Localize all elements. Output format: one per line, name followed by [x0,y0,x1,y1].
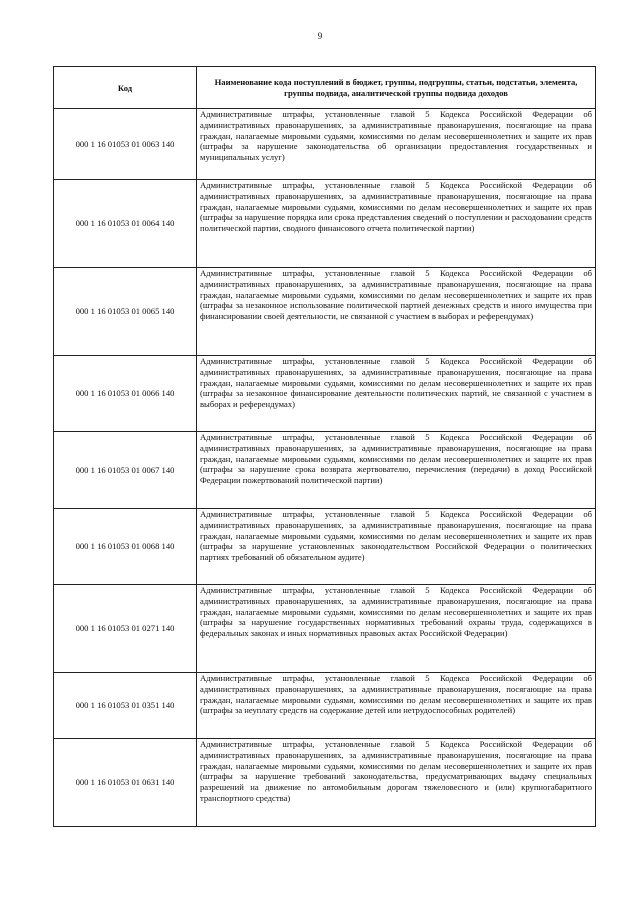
table-row [54,509,596,585]
row-code: 000 1 16 01053 01 0063 140 [54,109,197,180]
row-code: 000 1 16 01053 01 0065 140 [54,268,197,356]
table-row [54,180,596,268]
row-description: Административные штрафы, установленные главой 5 Кодекса Российской Федерации об административных правонарушениях, за административные правонарушения, посягающие на права граждан, налагаемые мировыми судьями, комиссиями по делам несовершеннолетних и защите их прав (штрафы за нарушение порядка или срока представления сведений о поступлении и расходовании средств политической партии, сводного финансового отчета политической партии) [197,180,596,268]
column-header-name: Наименование кода поступлений в бюджет, группы, подгруппы, статьи, подстатьи, элемента, группы подвида, аналитической группы подвида доходов [197,67,596,109]
table-row [54,109,596,180]
row-description: Административные штрафы, установленные главой 5 Кодекса Российской Федерации об административных правонарушениях, за административные правонарушения, посягающие на права граждан, налагаемые мировыми судьями, комиссиями по делам несовершеннолетних и защите их прав (штрафы за незаконное финансирование деятельности политических партий, не связанной с участием в выборах и референдумах) [197,356,596,432]
row-description: Административные штрафы, установленные главой 5 Кодекса Российской Федерации об административных правонарушениях, за административные правонарушения, посягающие на права граждан, налагаемые мировыми судьями, комиссиями по делам несовершеннолетних и защите их прав (штрафы за нарушение законодательства об организации предоставления государственных и муниципальных услуг) [197,109,596,180]
table-row [54,356,596,432]
column-header-code: Код [54,67,197,109]
row-code: 000 1 16 01053 01 0067 140 [54,432,197,509]
row-description: Административные штрафы, установленные главой 5 Кодекса Российской Федерации об административных правонарушениях, за административные правонарушения, посягающие на права граждан, налагаемые мировыми судьями, комиссиями по делам несовершеннолетних и защите их прав (штрафы за нарушение срока возврата жертвователю, перечисления (передачи) в доход Российской Федерации пожертвований политической партии) [197,432,596,509]
table-row [54,268,596,356]
row-code: 000 1 16 01053 01 0631 140 [54,739,197,827]
row-code: 000 1 16 01053 01 0068 140 [54,509,197,585]
revenue-codes-table [53,66,596,827]
row-code: 000 1 16 01053 01 0064 140 [54,180,197,268]
row-code: 000 1 16 01053 01 0271 140 [54,585,197,673]
row-description: Административные штрафы, установленные главой 5 Кодекса Российской Федерации об административных правонарушениях, за административные правонарушения, посягающие на права граждан, налагаемые мировыми судьями, комиссиями по делам несовершеннолетних и защите их прав (штрафы за нарушение установленных законодательством Российской Федерации о политических партиях требований об обязательном аудите) [197,509,596,585]
row-description: Административные штрафы, установленные главой 5 Кодекса Российской Федерации об административных правонарушениях, за административные правонарушения, посягающие на права граждан, налагаемые мировыми судьями, комиссиями по делам несовершеннолетних и защите их прав (штрафы за незаконное использование политической партией денежных средств и иного имущества при финансировании своей деятельности, не связанной с участием в выборах и референдумах) [197,268,596,356]
row-description: Административные штрафы, установленные главой 5 Кодекса Российской Федерации об административных правонарушениях, за административные правонарушения, посягающие на права граждан, налагаемые мировыми судьями, комиссиями по делам несовершеннолетних и защите их прав (штрафы за неуплату средств на содержание детей или нетрудоспособных родителей) [197,673,596,739]
row-code: 000 1 16 01053 01 0066 140 [54,356,197,432]
row-code: 000 1 16 01053 01 0351 140 [54,673,197,739]
row-description: Административные штрафы, установленные главой 5 Кодекса Российской Федерации об административных правонарушениях, за административные правонарушения, посягающие на права граждан, налагаемые мировыми судьями, комиссиями по делам несовершеннолетних и защите их прав (штрафы за нарушение требований законодательства, предусматривающих выдачу специальных разрешений на движение по автомобильным дорогам тяжеловесного и (или) крупногабаритного транспортного средства) [197,739,596,827]
table-row [54,673,596,739]
table-header-row [54,67,596,109]
table-row [54,585,596,673]
page-number: 9 [317,31,323,41]
table-row [54,739,596,827]
table-row [54,432,596,509]
row-description: Административные штрафы, установленные главой 5 Кодекса Российской Федерации об административных правонарушениях, за административные правонарушения, посягающие на права граждан, налагаемые мировыми судьями, комиссиями по делам несовершеннолетних и защите их прав (штрафы за нарушение государственных нормативных требований охраны труда, содержащихся в федеральных законах и иных нормативных правовых актах Российской Федерации) [197,585,596,673]
